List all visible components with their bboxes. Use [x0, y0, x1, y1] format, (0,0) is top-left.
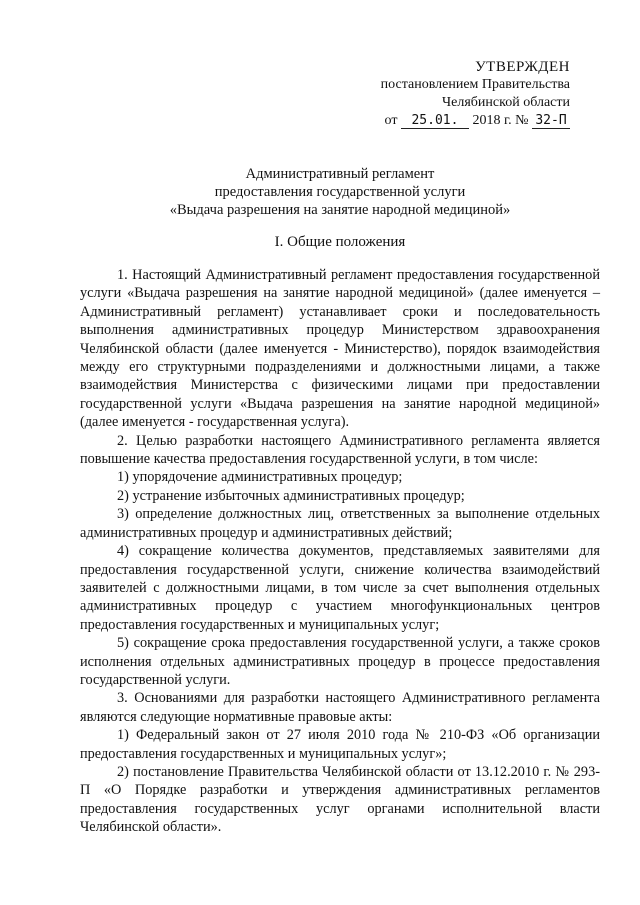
title-line-2: предоставления государственной услуги [214, 184, 466, 200]
list-item-2-4: 4) сокращение количества документов, представляемых заявителями для предоставления государственной услуги, снижение количества взаимодействий заявителей с должностными лицами, в том числе за счет выполнения отдельных административных процедур с участием многофункциональных центров предоставления государственных и муниципальных услуг; [80, 543, 600, 633]
approval-line-1: постановлением Правительства [380, 77, 570, 92]
document-title [80, 165, 600, 219]
approval-date-handwritten: 25.01. [401, 114, 469, 129]
list-item-2-2: 2) устранение избыточных административных процедур; [117, 487, 465, 504]
list-item-3-1: 1) Федеральный закон от 27 июля 2010 года № 210-ФЗ «Об организации предоставления государственных и муниципальных услуг»; [80, 727, 600, 762]
approval-heading: УТВЕРЖДЕН [475, 59, 570, 75]
document-body [80, 266, 600, 837]
approval-date-prefix: от [384, 113, 398, 128]
list-item-2-5: 5) сокращение срока предоставления государственной услуги, а также сроков исполнения отдельных административных процедур в процессе предоставления государственной услуги. [80, 635, 600, 688]
approval-year-text: 2018 г. № [472, 113, 529, 128]
approval-block [340, 58, 570, 130]
paragraph-2: 2. Целью разработки настоящего Административного регламента является повышение качества предоставления государственной услуги, в том числе: [80, 432, 600, 468]
list-item-2-3: 3) определение должностных лиц, ответственных за выполнение отдельных административных процедур и административных действий; [80, 506, 600, 541]
approval-date-line [340, 112, 570, 130]
section-heading: I. Общие положения [274, 234, 406, 250]
title-line-1: Административный регламент [245, 166, 435, 182]
title-line-3: «Выдача разрешения на занятие народной медициной» [169, 202, 511, 218]
list-item-2-1: 1) упорядочение административных процедур; [117, 469, 403, 486]
approval-line-2: Челябинской области [442, 95, 570, 110]
list-item-3-2: 2) постановление Правительства Челябинской области от 13.12.2010 г. № 293-П «О Порядке разработки и утверждения административных регламентов предоставления государственных услуг органами исполнительной власти Челябинской области». [80, 763, 600, 836]
paragraph-1: 1. Настоящий Административный регламент предоставления государственной услуги «Выдача разрешения на занятие народной медициной» (далее именуется – Административный регламент) устанавливает сроки и последовательность выполнения административных процедур Министерством здравоохранения Челябинской области (далее именуется - Министерство), порядок взаимодействия между его структурными подразделениями и должностными лицами, а также взаимодействия Министерства с физическими лицами при предоставлении государственной услуги «Выдача разрешения на занятие народной медициной» (далее именуется - государственная услуга). [80, 267, 600, 431]
paragraph-3: 3. Основаниями для разработки настоящего Административного регламента являются следующие нормативные правовые акты: [80, 690, 600, 725]
approval-number-handwritten: 32-П [532, 114, 570, 129]
